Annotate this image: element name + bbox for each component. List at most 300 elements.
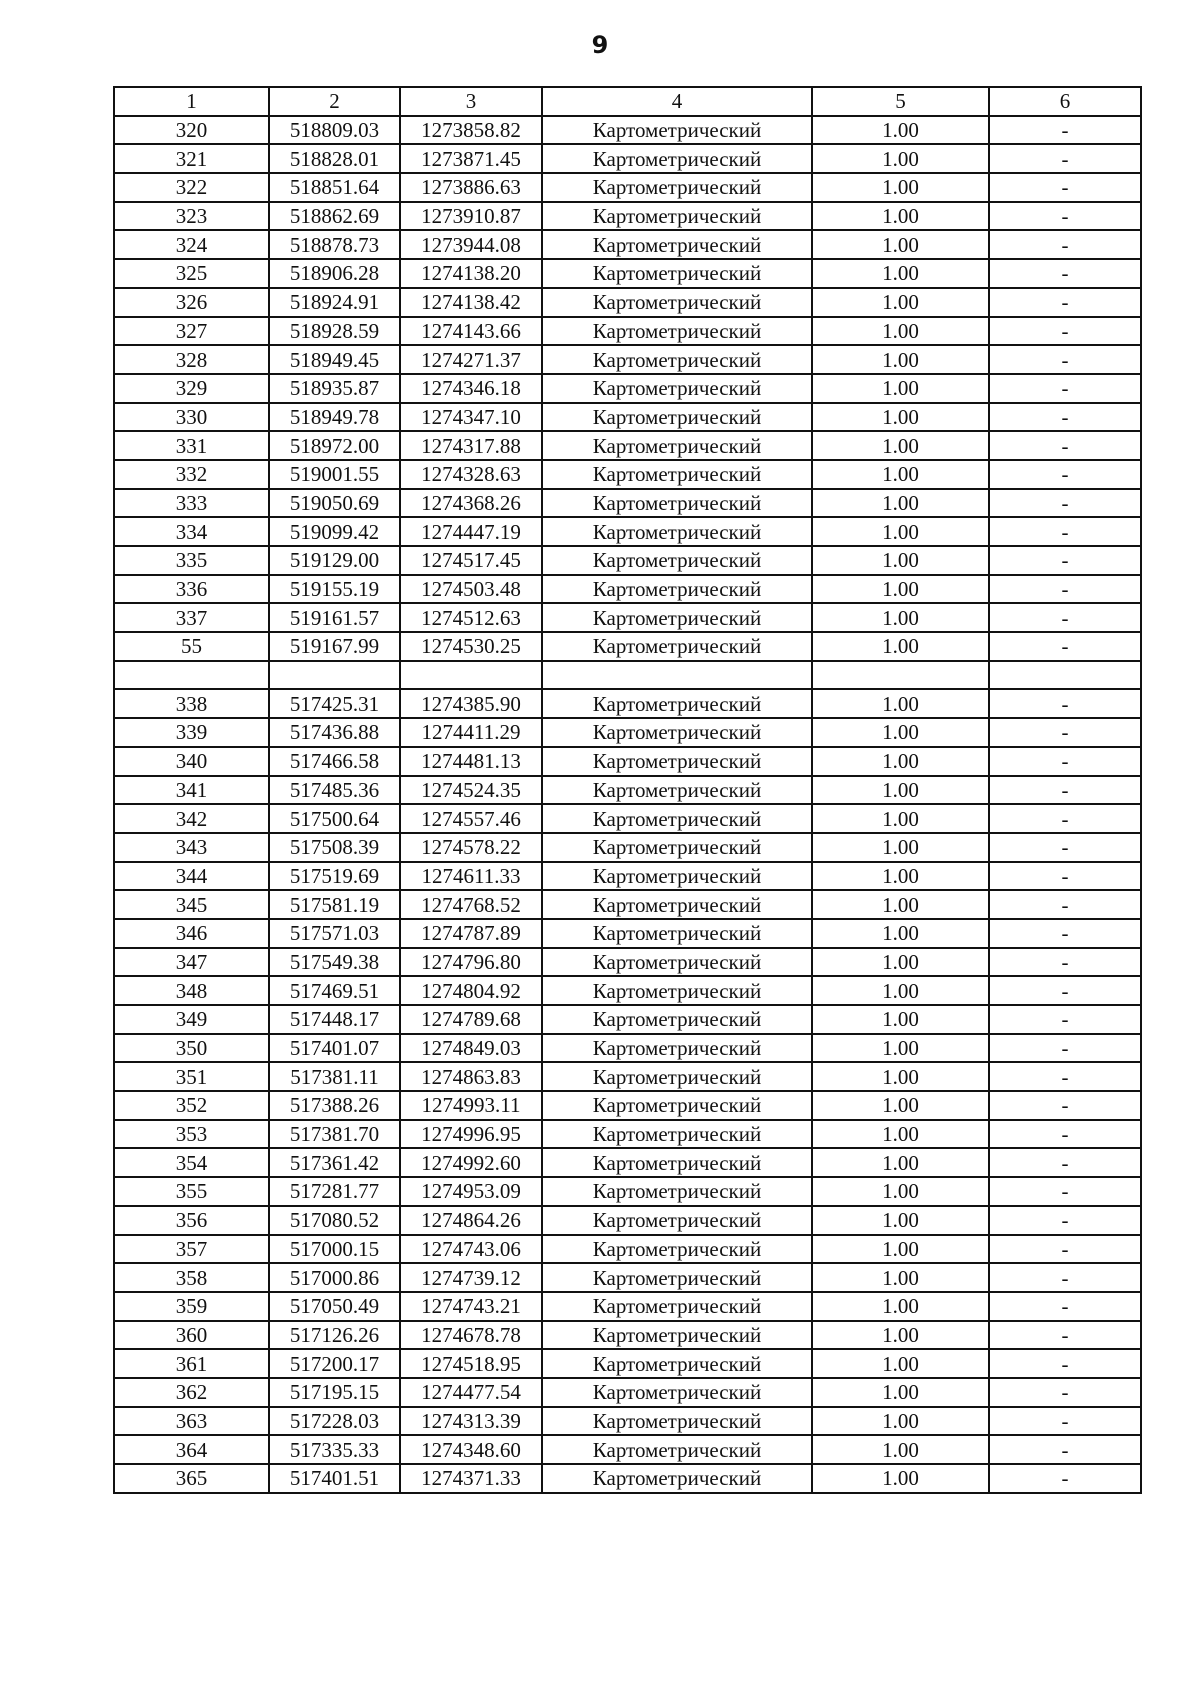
y-coordinate-cell: 1274517.45 bbox=[400, 546, 542, 575]
method-cell: Картометрический bbox=[542, 1235, 812, 1264]
method-cell: Картометрический bbox=[542, 575, 812, 604]
point-number-cell: 332 bbox=[114, 460, 269, 489]
accuracy-cell: 1.00 bbox=[812, 1062, 989, 1091]
note-cell: - bbox=[989, 747, 1141, 776]
note-cell: - bbox=[989, 1062, 1141, 1091]
y-coordinate-cell: 1274863.83 bbox=[400, 1062, 542, 1091]
table-row bbox=[114, 1062, 1141, 1091]
accuracy-cell: 1.00 bbox=[812, 575, 989, 604]
accuracy-cell: 1.00 bbox=[812, 804, 989, 833]
accuracy-cell: 1.00 bbox=[812, 976, 989, 1005]
column-header: 4 bbox=[542, 87, 812, 116]
method-cell: Картометрический bbox=[542, 517, 812, 546]
table-row bbox=[114, 546, 1141, 575]
note-cell: - bbox=[989, 345, 1141, 374]
y-coordinate-cell: 1274864.26 bbox=[400, 1206, 542, 1235]
method-cell: Картометрический bbox=[542, 689, 812, 718]
x-coordinate-cell: 517335.33 bbox=[269, 1435, 400, 1464]
accuracy-cell: 1.00 bbox=[812, 460, 989, 489]
point-number-cell: 342 bbox=[114, 804, 269, 833]
column-header: 2 bbox=[269, 87, 400, 116]
method-cell: Картометрический bbox=[542, 1034, 812, 1063]
table-row bbox=[114, 517, 1141, 546]
note-cell: - bbox=[989, 976, 1141, 1005]
accuracy-cell: 1.00 bbox=[812, 1235, 989, 1264]
note-cell: - bbox=[989, 575, 1141, 604]
accuracy-cell: 1.00 bbox=[812, 747, 989, 776]
method-cell: Картометрический bbox=[542, 632, 812, 661]
x-coordinate-cell: 518906.28 bbox=[269, 259, 400, 288]
x-coordinate-cell: 517381.11 bbox=[269, 1062, 400, 1091]
point-number-cell: 338 bbox=[114, 689, 269, 718]
x-coordinate-cell: 517466.58 bbox=[269, 747, 400, 776]
table-row bbox=[114, 1263, 1141, 1292]
y-coordinate-cell: 1274313.39 bbox=[400, 1407, 542, 1436]
point-number-cell: 360 bbox=[114, 1321, 269, 1350]
table-row bbox=[114, 489, 1141, 518]
y-coordinate-cell: 1274477.54 bbox=[400, 1378, 542, 1407]
accuracy-cell: 1.00 bbox=[812, 862, 989, 891]
note-cell: - bbox=[989, 1120, 1141, 1149]
table-row bbox=[114, 1206, 1141, 1235]
table-row bbox=[114, 689, 1141, 718]
accuracy-cell: 1.00 bbox=[812, 718, 989, 747]
x-coordinate-cell: 518935.87 bbox=[269, 374, 400, 403]
note-cell: - bbox=[989, 144, 1141, 173]
note-cell: - bbox=[989, 603, 1141, 632]
method-cell: Картометрический bbox=[542, 259, 812, 288]
x-coordinate-cell: 517000.86 bbox=[269, 1263, 400, 1292]
accuracy-cell: 1.00 bbox=[812, 173, 989, 202]
method-cell: Картометрический bbox=[542, 1120, 812, 1149]
note-cell: - bbox=[989, 230, 1141, 259]
accuracy-cell: 1.00 bbox=[812, 1378, 989, 1407]
x-coordinate-cell: 517485.36 bbox=[269, 776, 400, 805]
point-number-cell: 335 bbox=[114, 546, 269, 575]
y-coordinate-cell: 1274996.95 bbox=[400, 1120, 542, 1149]
x-coordinate-cell: 518949.45 bbox=[269, 345, 400, 374]
point-number-cell: 55 bbox=[114, 632, 269, 661]
accuracy-cell: 1.00 bbox=[812, 1091, 989, 1120]
accuracy-cell: 1.00 bbox=[812, 1034, 989, 1063]
table-row bbox=[114, 431, 1141, 460]
accuracy-cell: 1.00 bbox=[812, 919, 989, 948]
table-row bbox=[114, 575, 1141, 604]
y-coordinate-cell: 1274328.63 bbox=[400, 460, 542, 489]
table-row bbox=[114, 1435, 1141, 1464]
y-coordinate-cell: 1273871.45 bbox=[400, 144, 542, 173]
point-number-cell: 356 bbox=[114, 1206, 269, 1235]
table-row bbox=[114, 718, 1141, 747]
accuracy-cell: 1.00 bbox=[812, 1464, 989, 1493]
x-coordinate-cell: 518972.00 bbox=[269, 431, 400, 460]
note-cell: - bbox=[989, 1034, 1141, 1063]
point-number-cell: 362 bbox=[114, 1378, 269, 1407]
y-coordinate-cell: 1274739.12 bbox=[400, 1263, 542, 1292]
note-cell: - bbox=[989, 1177, 1141, 1206]
note-cell: - bbox=[989, 403, 1141, 432]
x-coordinate-cell: 517126.26 bbox=[269, 1321, 400, 1350]
table-row bbox=[114, 976, 1141, 1005]
x-coordinate-cell: 517228.03 bbox=[269, 1407, 400, 1436]
table-row bbox=[114, 948, 1141, 977]
accuracy-cell: 1.00 bbox=[812, 345, 989, 374]
method-cell: Картометрический bbox=[542, 144, 812, 173]
note-cell: - bbox=[989, 489, 1141, 518]
x-coordinate-cell: 517519.69 bbox=[269, 862, 400, 891]
y-coordinate-cell: 1274518.95 bbox=[400, 1349, 542, 1378]
point-number-cell: 345 bbox=[114, 890, 269, 919]
method-cell: Картометрический bbox=[542, 804, 812, 833]
point-number-cell: 333 bbox=[114, 489, 269, 518]
point-number-cell: 344 bbox=[114, 862, 269, 891]
y-coordinate-cell: 1274411.29 bbox=[400, 718, 542, 747]
note-cell: - bbox=[989, 517, 1141, 546]
note-cell: - bbox=[989, 1435, 1141, 1464]
point-number-cell: 352 bbox=[114, 1091, 269, 1120]
table-row bbox=[114, 1034, 1141, 1063]
table-row bbox=[114, 1177, 1141, 1206]
table-row bbox=[114, 862, 1141, 891]
table-row bbox=[114, 1407, 1141, 1436]
table-row bbox=[114, 1235, 1141, 1264]
note-cell: - bbox=[989, 317, 1141, 346]
x-coordinate-cell: 518851.64 bbox=[269, 173, 400, 202]
table-row bbox=[114, 1292, 1141, 1321]
note-cell: - bbox=[989, 431, 1141, 460]
y-coordinate-cell: 1274503.48 bbox=[400, 575, 542, 604]
x-coordinate-cell: 517508.39 bbox=[269, 833, 400, 862]
note-cell: - bbox=[989, 202, 1141, 231]
x-coordinate-cell: 519050.69 bbox=[269, 489, 400, 518]
y-coordinate-cell: 1274804.92 bbox=[400, 976, 542, 1005]
point-number-cell: 353 bbox=[114, 1120, 269, 1149]
x-coordinate-cell: 517080.52 bbox=[269, 1206, 400, 1235]
accuracy-cell: 1.00 bbox=[812, 833, 989, 862]
y-coordinate-cell: 1274138.42 bbox=[400, 288, 542, 317]
y-coordinate-cell: 1274447.19 bbox=[400, 517, 542, 546]
point-number-cell: 349 bbox=[114, 1005, 269, 1034]
method-cell: Картометрический bbox=[542, 747, 812, 776]
method-cell: Картометрический bbox=[542, 431, 812, 460]
method-cell: Картометрический bbox=[542, 1378, 812, 1407]
table-row bbox=[114, 776, 1141, 805]
accuracy-cell: 1.00 bbox=[812, 1435, 989, 1464]
accuracy-cell: 1.00 bbox=[812, 202, 989, 231]
accuracy-cell: 1.00 bbox=[812, 1321, 989, 1350]
method-cell: Картометрический bbox=[542, 1407, 812, 1436]
point-number-cell: 355 bbox=[114, 1177, 269, 1206]
accuracy-cell: 1.00 bbox=[812, 517, 989, 546]
note-cell: - bbox=[989, 460, 1141, 489]
table-row bbox=[114, 1120, 1141, 1149]
method-cell: Картометрический bbox=[542, 345, 812, 374]
point-number-cell: 341 bbox=[114, 776, 269, 805]
accuracy-cell bbox=[812, 661, 989, 690]
method-cell: Картометрический bbox=[542, 919, 812, 948]
accuracy-cell: 1.00 bbox=[812, 776, 989, 805]
table-row bbox=[114, 345, 1141, 374]
note-cell: - bbox=[989, 718, 1141, 747]
method-cell: Картометрический bbox=[542, 1263, 812, 1292]
point-number-cell: 359 bbox=[114, 1292, 269, 1321]
method-cell: Картометрический bbox=[542, 202, 812, 231]
accuracy-cell: 1.00 bbox=[812, 1005, 989, 1034]
point-number-cell: 324 bbox=[114, 230, 269, 259]
x-coordinate-cell: 517581.19 bbox=[269, 890, 400, 919]
table-row bbox=[114, 747, 1141, 776]
note-cell: - bbox=[989, 1407, 1141, 1436]
note-cell: - bbox=[989, 1005, 1141, 1034]
point-number-cell: 327 bbox=[114, 317, 269, 346]
accuracy-cell: 1.00 bbox=[812, 632, 989, 661]
column-header: 3 bbox=[400, 87, 542, 116]
method-cell: Картометрический bbox=[542, 230, 812, 259]
y-coordinate-cell: 1274138.20 bbox=[400, 259, 542, 288]
table-row bbox=[114, 144, 1141, 173]
point-number-cell: 365 bbox=[114, 1464, 269, 1493]
x-coordinate-cell: 519129.00 bbox=[269, 546, 400, 575]
method-cell: Картометрический bbox=[542, 1292, 812, 1321]
y-coordinate-cell: 1274796.80 bbox=[400, 948, 542, 977]
table-row bbox=[114, 460, 1141, 489]
y-coordinate-cell: 1274385.90 bbox=[400, 689, 542, 718]
accuracy-cell: 1.00 bbox=[812, 1263, 989, 1292]
x-coordinate-cell: 518878.73 bbox=[269, 230, 400, 259]
point-number-cell: 322 bbox=[114, 173, 269, 202]
x-coordinate-cell: 517000.15 bbox=[269, 1235, 400, 1264]
y-coordinate-cell: 1274317.88 bbox=[400, 431, 542, 460]
x-coordinate-cell: 517381.70 bbox=[269, 1120, 400, 1149]
note-cell: - bbox=[989, 1378, 1141, 1407]
method-cell: Картометрический bbox=[542, 1148, 812, 1177]
accuracy-cell: 1.00 bbox=[812, 1206, 989, 1235]
table-row bbox=[114, 1464, 1141, 1493]
point-number-cell: 364 bbox=[114, 1435, 269, 1464]
method-cell: Картометрический bbox=[542, 173, 812, 202]
note-cell: - bbox=[989, 948, 1141, 977]
note-cell: - bbox=[989, 1148, 1141, 1177]
accuracy-cell: 1.00 bbox=[812, 948, 989, 977]
column-header: 6 bbox=[989, 87, 1141, 116]
y-coordinate-cell: 1274143.66 bbox=[400, 317, 542, 346]
x-coordinate-cell: 517425.31 bbox=[269, 689, 400, 718]
accuracy-cell: 1.00 bbox=[812, 317, 989, 346]
note-cell: - bbox=[989, 919, 1141, 948]
point-number-cell: 325 bbox=[114, 259, 269, 288]
accuracy-cell: 1.00 bbox=[812, 288, 989, 317]
x-coordinate-cell: 519099.42 bbox=[269, 517, 400, 546]
x-coordinate-cell: 517571.03 bbox=[269, 919, 400, 948]
point-number-cell: 331 bbox=[114, 431, 269, 460]
method-cell: Картометрический bbox=[542, 1464, 812, 1493]
y-coordinate-cell: 1273944.08 bbox=[400, 230, 542, 259]
table-row bbox=[114, 919, 1141, 948]
x-coordinate-cell: 517200.17 bbox=[269, 1349, 400, 1378]
coordinates-table bbox=[113, 86, 1142, 1494]
table-row bbox=[114, 317, 1141, 346]
y-coordinate-cell: 1274849.03 bbox=[400, 1034, 542, 1063]
point-number-cell: 334 bbox=[114, 517, 269, 546]
point-number-cell: 351 bbox=[114, 1062, 269, 1091]
x-coordinate-cell: 518924.91 bbox=[269, 288, 400, 317]
method-cell: Картометрический bbox=[542, 833, 812, 862]
y-coordinate-cell: 1274789.68 bbox=[400, 1005, 542, 1034]
accuracy-cell: 1.00 bbox=[812, 144, 989, 173]
x-coordinate-cell: 517281.77 bbox=[269, 1177, 400, 1206]
point-number-cell: 357 bbox=[114, 1235, 269, 1264]
table-row bbox=[114, 403, 1141, 432]
x-coordinate-cell: 517500.64 bbox=[269, 804, 400, 833]
y-coordinate-cell: 1274611.33 bbox=[400, 862, 542, 891]
accuracy-cell: 1.00 bbox=[812, 403, 989, 432]
x-coordinate-cell: 517436.88 bbox=[269, 718, 400, 747]
table-row bbox=[114, 1321, 1141, 1350]
y-coordinate-cell bbox=[400, 661, 542, 690]
y-coordinate-cell: 1273886.63 bbox=[400, 173, 542, 202]
method-cell: Картометрический bbox=[542, 1321, 812, 1350]
x-coordinate-cell: 517388.26 bbox=[269, 1091, 400, 1120]
x-coordinate-cell: 518949.78 bbox=[269, 403, 400, 432]
header-row bbox=[114, 87, 1141, 116]
note-cell: - bbox=[989, 116, 1141, 145]
y-coordinate-cell: 1274346.18 bbox=[400, 374, 542, 403]
point-number-cell: 330 bbox=[114, 403, 269, 432]
method-cell: Картометрический bbox=[542, 1177, 812, 1206]
y-coordinate-cell: 1274787.89 bbox=[400, 919, 542, 948]
y-coordinate-cell: 1274368.26 bbox=[400, 489, 542, 518]
method-cell: Картометрический bbox=[542, 776, 812, 805]
point-number-cell: 329 bbox=[114, 374, 269, 403]
x-coordinate-cell: 517401.51 bbox=[269, 1464, 400, 1493]
x-coordinate-cell bbox=[269, 661, 400, 690]
y-coordinate-cell: 1274557.46 bbox=[400, 804, 542, 833]
note-cell: - bbox=[989, 776, 1141, 805]
x-coordinate-cell: 517469.51 bbox=[269, 976, 400, 1005]
x-coordinate-cell: 519161.57 bbox=[269, 603, 400, 632]
point-number-cell: 361 bbox=[114, 1349, 269, 1378]
accuracy-cell: 1.00 bbox=[812, 1349, 989, 1378]
table-row bbox=[114, 1378, 1141, 1407]
point-number-cell: 363 bbox=[114, 1407, 269, 1436]
table-row bbox=[114, 1091, 1141, 1120]
y-coordinate-cell: 1274271.37 bbox=[400, 345, 542, 374]
table-body bbox=[114, 116, 1141, 1493]
accuracy-cell: 1.00 bbox=[812, 1177, 989, 1206]
method-cell: Картометрический bbox=[542, 890, 812, 919]
table-row bbox=[114, 603, 1141, 632]
y-coordinate-cell: 1274347.10 bbox=[400, 403, 542, 432]
y-coordinate-cell: 1273858.82 bbox=[400, 116, 542, 145]
point-number-cell: 343 bbox=[114, 833, 269, 862]
note-cell: - bbox=[989, 1464, 1141, 1493]
method-cell: Картометрический bbox=[542, 403, 812, 432]
method-cell: Картометрический bbox=[542, 718, 812, 747]
method-cell: Картометрический bbox=[542, 317, 812, 346]
x-coordinate-cell: 518928.59 bbox=[269, 317, 400, 346]
table-row bbox=[114, 833, 1141, 862]
table-row bbox=[114, 1005, 1141, 1034]
accuracy-cell: 1.00 bbox=[812, 230, 989, 259]
note-cell: - bbox=[989, 288, 1141, 317]
table-row bbox=[114, 661, 1141, 690]
method-cell: Картометрический bbox=[542, 1005, 812, 1034]
x-coordinate-cell: 519155.19 bbox=[269, 575, 400, 604]
accuracy-cell: 1.00 bbox=[812, 1120, 989, 1149]
method-cell bbox=[542, 661, 812, 690]
accuracy-cell: 1.00 bbox=[812, 259, 989, 288]
point-number-cell: 358 bbox=[114, 1263, 269, 1292]
accuracy-cell: 1.00 bbox=[812, 1148, 989, 1177]
table-row bbox=[114, 890, 1141, 919]
point-number-cell: 337 bbox=[114, 603, 269, 632]
y-coordinate-cell: 1274371.33 bbox=[400, 1464, 542, 1493]
y-coordinate-cell: 1273910.87 bbox=[400, 202, 542, 231]
accuracy-cell: 1.00 bbox=[812, 890, 989, 919]
point-number-cell: 347 bbox=[114, 948, 269, 977]
x-coordinate-cell: 517195.15 bbox=[269, 1378, 400, 1407]
point-number-cell: 336 bbox=[114, 575, 269, 604]
y-coordinate-cell: 1274578.22 bbox=[400, 833, 542, 862]
method-cell: Картометрический bbox=[542, 1091, 812, 1120]
method-cell: Картометрический bbox=[542, 460, 812, 489]
note-cell: - bbox=[989, 1091, 1141, 1120]
method-cell: Картометрический bbox=[542, 1062, 812, 1091]
y-coordinate-cell: 1274512.63 bbox=[400, 603, 542, 632]
table-row bbox=[114, 288, 1141, 317]
note-cell: - bbox=[989, 833, 1141, 862]
note-cell: - bbox=[989, 374, 1141, 403]
x-coordinate-cell: 517448.17 bbox=[269, 1005, 400, 1034]
accuracy-cell: 1.00 bbox=[812, 689, 989, 718]
point-number-cell: 340 bbox=[114, 747, 269, 776]
table-row bbox=[114, 259, 1141, 288]
table-row bbox=[114, 804, 1141, 833]
note-cell: - bbox=[989, 1292, 1141, 1321]
x-coordinate-cell: 518862.69 bbox=[269, 202, 400, 231]
accuracy-cell: 1.00 bbox=[812, 489, 989, 518]
y-coordinate-cell: 1274530.25 bbox=[400, 632, 542, 661]
y-coordinate-cell: 1274743.21 bbox=[400, 1292, 542, 1321]
note-cell: - bbox=[989, 1206, 1141, 1235]
column-header: 5 bbox=[812, 87, 989, 116]
method-cell: Картометрический bbox=[542, 603, 812, 632]
accuracy-cell: 1.00 bbox=[812, 546, 989, 575]
table-row bbox=[114, 202, 1141, 231]
point-number-cell: 346 bbox=[114, 919, 269, 948]
point-number-cell: 328 bbox=[114, 345, 269, 374]
accuracy-cell: 1.00 bbox=[812, 374, 989, 403]
point-number-cell: 321 bbox=[114, 144, 269, 173]
y-coordinate-cell: 1274992.60 bbox=[400, 1148, 542, 1177]
method-cell: Картометрический bbox=[542, 116, 812, 145]
note-cell: - bbox=[989, 804, 1141, 833]
accuracy-cell: 1.00 bbox=[812, 116, 989, 145]
method-cell: Картометрический bbox=[542, 1349, 812, 1378]
y-coordinate-cell: 1274348.60 bbox=[400, 1435, 542, 1464]
table-row bbox=[114, 1148, 1141, 1177]
y-coordinate-cell: 1274993.11 bbox=[400, 1091, 542, 1120]
note-cell: - bbox=[989, 632, 1141, 661]
column-header: 1 bbox=[114, 87, 269, 116]
method-cell: Картометрический bbox=[542, 546, 812, 575]
x-coordinate-cell: 518809.03 bbox=[269, 116, 400, 145]
point-number-cell: 323 bbox=[114, 202, 269, 231]
table-row bbox=[114, 230, 1141, 259]
note-cell: - bbox=[989, 890, 1141, 919]
point-number-cell: 326 bbox=[114, 288, 269, 317]
point-number-cell: 339 bbox=[114, 718, 269, 747]
